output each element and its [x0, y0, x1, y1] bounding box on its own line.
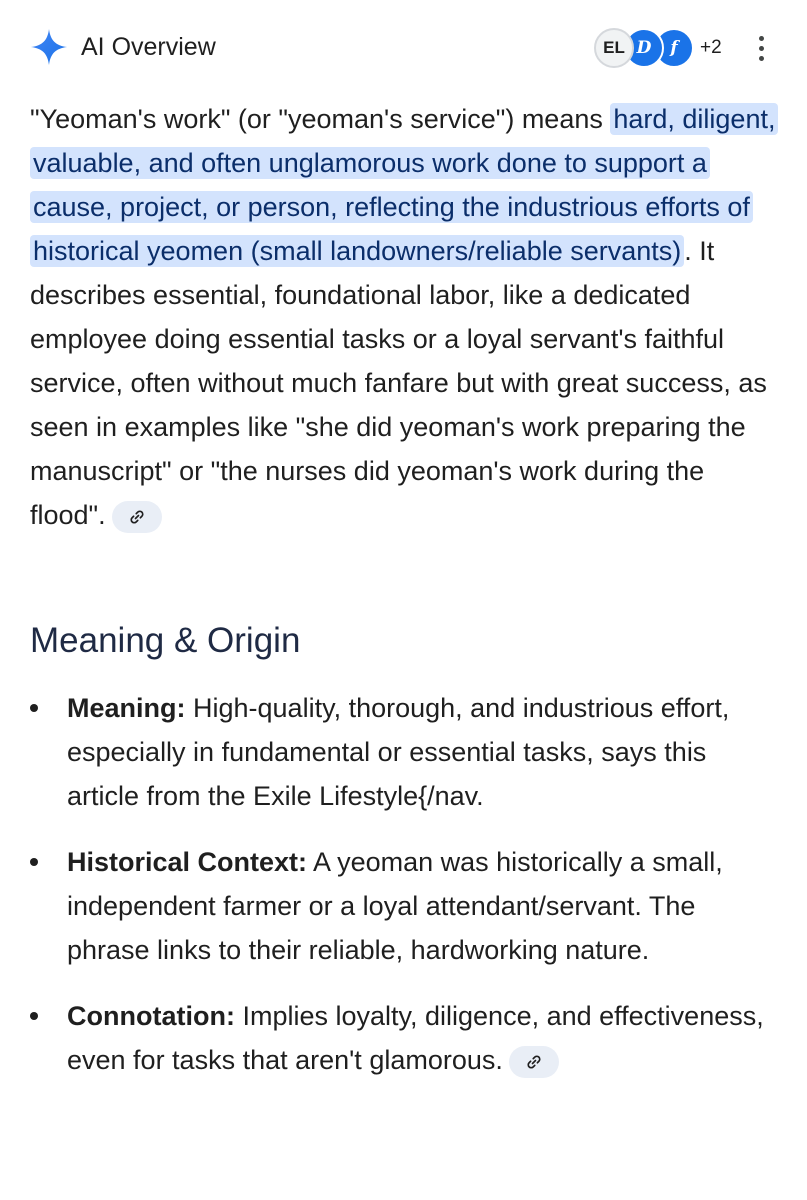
section-heading: Meaning & Origin: [30, 621, 301, 660]
bullet-text: High-quality, thorough, and industrious effort, especially in fundamental or essential tasks, says this article from the Exile Lifestyle{/nav.: [67, 693, 730, 811]
overview-summary: [30, 97, 782, 537]
link-icon: [525, 1053, 543, 1071]
el-source-avatar[interactable]: EL: [594, 28, 634, 68]
link-icon: [128, 508, 146, 526]
ai-overview-title: AI Overview: [81, 33, 216, 61]
source-link-chip[interactable]: [112, 501, 162, 533]
bullet-term: Historical Context:: [67, 847, 308, 877]
summary-suffix: . It describes essential, foundational labor, like a dedicated employee doing essential tasks or a loyal servant's faithful service, often without much fanfare but with great success, as seen in examples like "she did yeoman's work preparing the manuscript" or "the nurses did yeoman's work during the flood".: [30, 236, 767, 530]
bullet-dot: [30, 704, 38, 712]
bullet-term: Meaning:: [67, 693, 186, 723]
ai-overview-header: [0, 0, 807, 96]
list-item: [30, 686, 782, 818]
meaning-origin-list: [30, 686, 782, 1104]
d-source-avatar[interactable]: D: [624, 28, 664, 68]
f-source-avatar[interactable]: f: [654, 28, 694, 68]
list-item: [30, 994, 782, 1082]
gemini-sparkle-icon: [30, 28, 68, 66]
bullet-dot: [30, 858, 38, 866]
more-sources-count[interactable]: +2: [700, 37, 722, 58]
more-options-icon[interactable]: [750, 36, 772, 66]
bullet-dot: [30, 1012, 38, 1020]
bullet-text: Implies loyalty, diligence, and effectiveness, even for tasks that aren't glamorous.: [67, 1001, 764, 1075]
bullet-text: A yeoman was historically a small, independent farmer or a loyal attendant/servant. The phrase links to their reliable, hardworking nature.: [67, 847, 723, 965]
summary-prefix: "Yeoman's work" (or "yeoman's service") means: [30, 104, 611, 134]
source-link-chip[interactable]: [509, 1046, 559, 1078]
source-avatars[interactable]: [594, 28, 722, 68]
list-item: [30, 840, 782, 972]
summary-highlight: hard, diligent, valuable, and often unglamorous work done to support a cause, project, or person, reflecting the industrious efforts of historical yeomen (small landowners/reliable servants): [30, 103, 778, 267]
bullet-term: Connotation:: [67, 1001, 235, 1031]
